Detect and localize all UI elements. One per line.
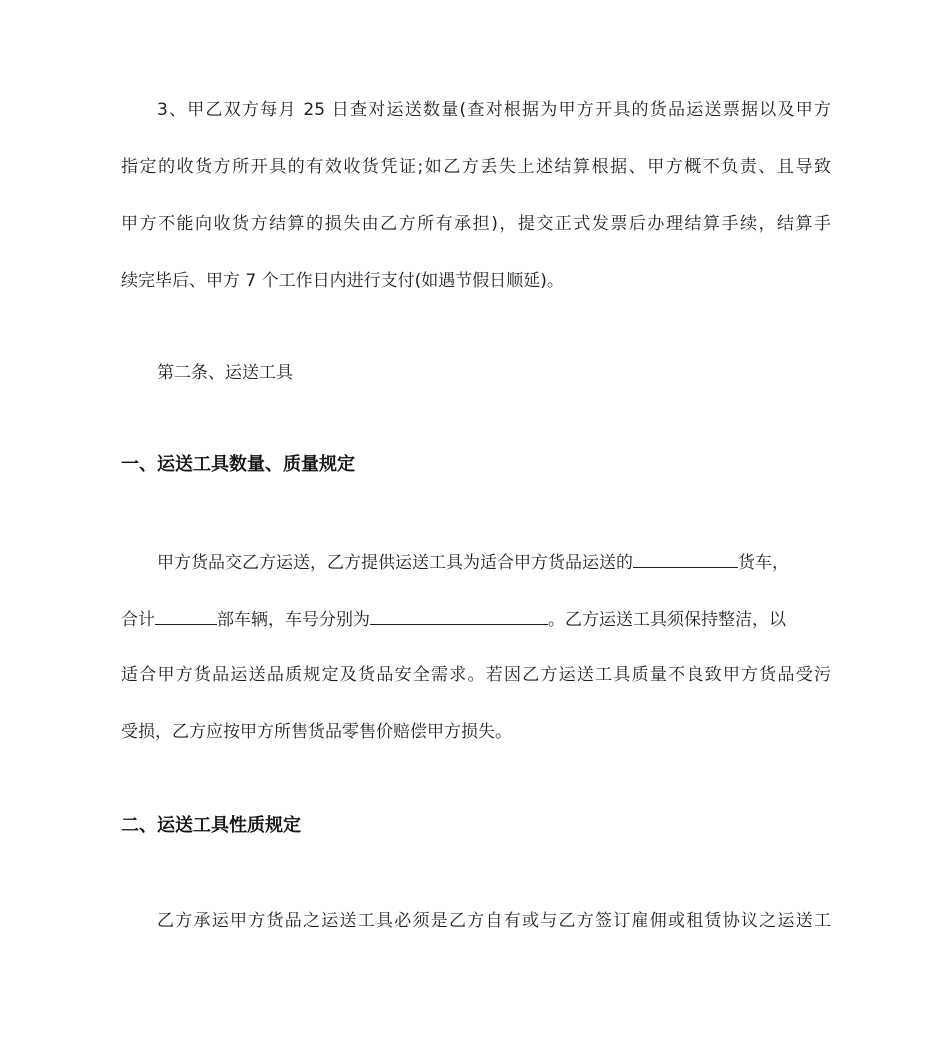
section2-heading: 二、运送工具性质规定 <box>121 815 301 836</box>
section1-line1-text-b: 货车， <box>738 553 789 573</box>
truck-type-blank <box>633 550 738 568</box>
section1-line1 <box>157 550 831 574</box>
section1-line2-text-a: 合计 <box>121 610 155 630</box>
clause3-line2: 指定的收货方所开具的有效收货凭证;如乙方丢失上述结算根据、甲方概不负责、且导致 <box>121 157 831 177</box>
plate-number-blank <box>370 607 548 625</box>
section1-line4: 受损，乙方应按甲方所售货品零售价赔偿甲方损失。 <box>121 722 512 742</box>
section1-line2-text-b: 部车辆，车号分别为 <box>217 610 370 630</box>
section1-line2 <box>121 607 831 631</box>
section1-line2-text-c: 。乙方运送工具须保持整洁，以 <box>548 610 786 630</box>
vehicle-count-blank <box>155 607 217 625</box>
section2-line1: 乙方承运甲方货品之运送工具必须是乙方自有或与乙方签订雇佣或租赁协议之运送工 <box>157 911 831 931</box>
section1-line3: 适合甲方货品运送品质规定及货品安全需求。若因乙方运送工具质量不良致甲方货品受污 <box>121 665 831 685</box>
clause3-line3: 甲方不能向收货方结算的损失由乙方所有承担)，提交正式发票后办理结算手续，结算手 <box>121 214 831 234</box>
section1-line1-text-a: 甲方货品交乙方运送，乙方提供运送工具为适合甲方货品运送的 <box>157 553 633 573</box>
article2-title: 第二条、运送工具 <box>157 363 293 383</box>
clause3-line4: 续完毕后、甲方 7 个工作日内进行支付(如遇节假日顺延)。 <box>121 271 564 291</box>
section1-heading: 一、运送工具数量、质量规定 <box>121 454 355 475</box>
clause3-line1: 3、甲乙双方每月 25 日查对运送数量(查对根据为甲方开具的货品运送票据以及甲方 <box>157 100 831 120</box>
